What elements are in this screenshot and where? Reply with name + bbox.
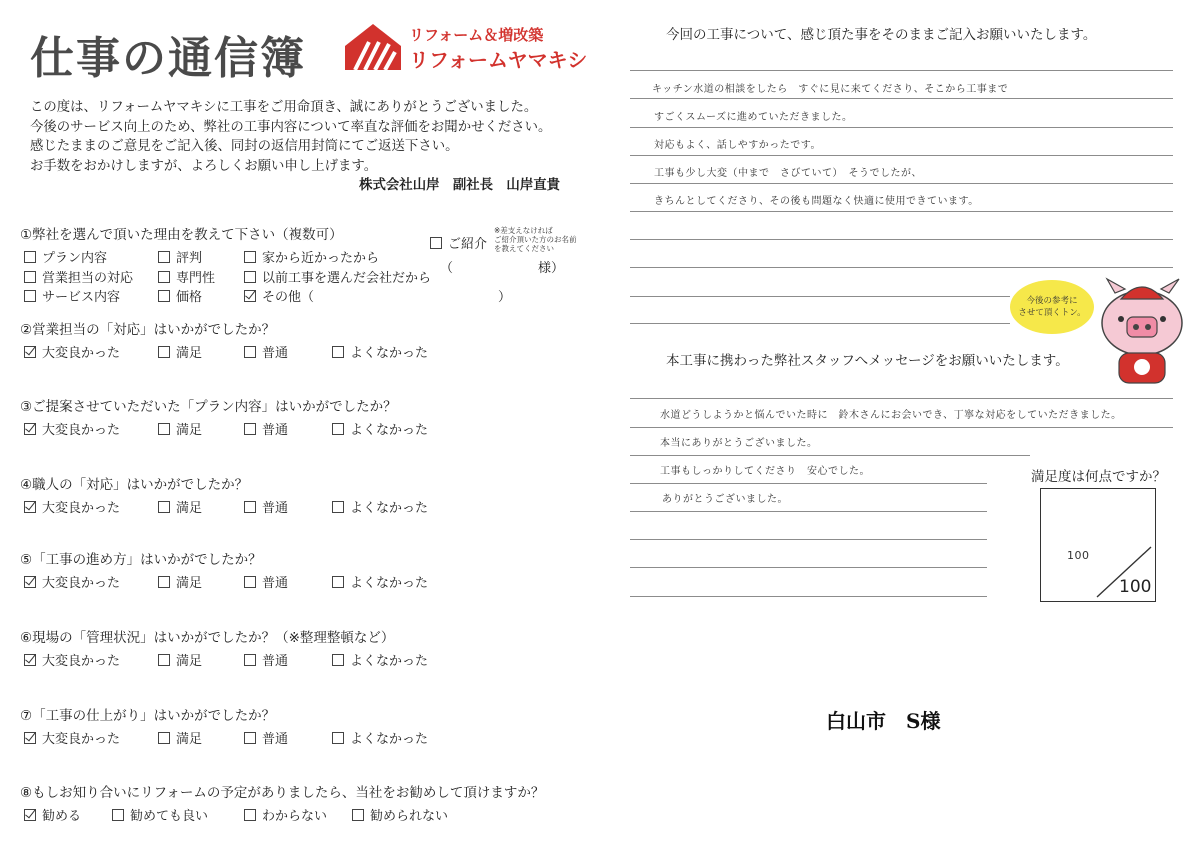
checkbox[interactable]	[158, 732, 170, 744]
impression-line: きちんとしてくださり、その後も問題なく快適に使用できています。	[654, 196, 979, 207]
rating-option[interactable]: 満足	[158, 650, 202, 669]
question-8: ⑧もしお知り合いにリフォームの予定がありましたら、当社をお勧めして頂けますか？	[20, 785, 545, 801]
q8-option[interactable]: 勧める	[24, 805, 81, 824]
checkbox[interactable]	[158, 501, 170, 513]
question-4: ④職人の「対応」はいかがでしたか？	[20, 477, 249, 493]
checkbox[interactable]	[332, 654, 344, 666]
rating-option[interactable]: 普通	[244, 342, 288, 361]
checkbox[interactable]	[332, 423, 344, 435]
rating-option[interactable]: よくなかった	[332, 419, 428, 438]
rating-option[interactable]: 満足	[158, 342, 202, 361]
checkbox[interactable]	[158, 271, 170, 283]
rating-option[interactable]: 満足	[158, 497, 202, 516]
question-6: ⑥現場の「管理状況」はいかがでしたか？（※整理整頓など）	[20, 630, 395, 646]
rating-option[interactable]: よくなかった	[332, 497, 428, 516]
intro-line: 今後のサービス向上のため、弊社の工事内容について率直な評価をお聞かせください。	[30, 119, 552, 135]
checkbox[interactable]	[158, 251, 170, 263]
q8-option[interactable]: 勧められない	[352, 805, 448, 824]
rating-option[interactable]: 大変良かった	[24, 728, 120, 747]
question-3: ③ご提案させていただいた「プラン内容」はいかがでしたか？	[20, 399, 397, 415]
question-2: ②営業担当の「対応」はいかがでしたか？	[20, 322, 276, 338]
staff-message-line: 工事もしっかりしてくださり 安心でした。	[660, 466, 870, 477]
impression-line: キッチン水道の相談をしたら すぐに見に来てくださり、そこから工事まで	[652, 84, 1009, 95]
staff-message-heading: 本工事に携わった弊社スタッフへメッセージをお願いいたします。	[666, 353, 1069, 369]
signature: 株式会社山岸 副社長 山岸直貴	[359, 178, 560, 193]
referral-suffix: 様）	[538, 261, 565, 276]
rating-option[interactable]: 満足	[158, 419, 202, 438]
rating-option[interactable]: よくなかった	[332, 650, 428, 669]
q8-option[interactable]: 勧めても良い	[112, 805, 208, 824]
checkbox[interactable]	[158, 290, 170, 302]
checkbox-checked[interactable]	[244, 290, 256, 302]
staff-message-line: 水道どうしようかと悩んでいた時に 鈴木さんにお会いでき、丁寧な対応をしていただきました。	[660, 410, 1122, 421]
q1-option[interactable]: プラン内容	[24, 247, 107, 266]
rating-option[interactable]: 大変良かった	[24, 650, 120, 669]
question-7: ⑦「工事の仕上がり」はいかがでしたか？	[20, 708, 276, 724]
q1-option-other[interactable]: その他（	[244, 286, 314, 305]
referral-open-paren: （	[440, 261, 454, 276]
intro-line: この度は、リフォームヤマキシに工事をご用命頂き、誠にありがとうございました。	[30, 100, 538, 115]
rating-option[interactable]: 満足	[158, 728, 202, 747]
q1-option[interactable]: 家から近かったから	[244, 247, 379, 266]
referral-note: ※差支えなければ ご紹介頂いた方のお名前 を教えてください	[494, 226, 577, 253]
checkbox[interactable]	[158, 654, 170, 666]
checkbox[interactable]	[244, 809, 256, 821]
house-roof-icon	[343, 20, 403, 72]
intro-line: 感じたままのご意見をご記入後、同封の返信用封筒にてご返送下さい。	[30, 139, 459, 154]
referral-option[interactable]: ご紹介	[430, 233, 487, 252]
rating-option[interactable]: 大変良かった	[24, 419, 120, 438]
company-logo	[343, 20, 588, 72]
mascot-speech-bubble: 今後の参考に させて頂くトン。	[1010, 280, 1094, 334]
satisfaction-score-box	[1040, 488, 1156, 602]
impression-line: すごくスムーズに進めていただきました。	[654, 112, 853, 123]
checkbox[interactable]	[158, 576, 170, 588]
rating-option[interactable]: 普通	[244, 728, 288, 747]
checkbox-checked[interactable]	[24, 501, 36, 513]
satisfaction-score: 100	[1067, 549, 1090, 562]
customer-name: 白山市 S様	[826, 709, 941, 733]
impressions-heading: 今回の工事について、感じ頂た事をそのままご記入お願いいたします。	[666, 27, 1097, 43]
rating-option[interactable]: よくなかった	[332, 342, 428, 361]
intro-line: お手数をおかけしますが、よろしくお願い申し上げます。	[30, 158, 378, 174]
checkbox-checked[interactable]	[24, 346, 36, 358]
checkbox[interactable]	[244, 346, 256, 358]
rating-option[interactable]: 大変良かった	[24, 342, 120, 361]
checkbox[interactable]	[244, 501, 256, 513]
staff-message-line: 本当にありがとうございました。	[660, 438, 818, 449]
checkbox[interactable]	[158, 423, 170, 435]
rating-option[interactable]: 大変良かった	[24, 497, 120, 516]
q1-option[interactable]: 評判	[158, 247, 202, 266]
checkbox-checked[interactable]	[24, 576, 36, 588]
checkbox[interactable]	[244, 251, 256, 263]
checkbox-checked[interactable]	[24, 654, 36, 666]
q1-option[interactable]: サービス内容	[24, 286, 120, 305]
intro-text	[30, 98, 570, 193]
satisfaction-label: 満足度は何点ですか？	[1031, 469, 1166, 485]
checkbox[interactable]	[352, 809, 364, 821]
checkbox[interactable]	[158, 346, 170, 358]
checkbox-checked[interactable]	[24, 732, 36, 744]
rating-option[interactable]: よくなかった	[332, 728, 428, 747]
rating-option[interactable]: 普通	[244, 419, 288, 438]
checkbox[interactable]	[244, 271, 256, 283]
checkbox[interactable]	[244, 732, 256, 744]
staff-message-line: ありがとうございました。	[662, 494, 788, 505]
q1-option[interactable]: 専門性	[158, 267, 215, 286]
question-1: ①弊社を選んで頂いた理由を教えて下さい（複数可）	[20, 227, 343, 243]
checkbox[interactable]	[24, 271, 36, 283]
rating-option[interactable]: 満足	[158, 572, 202, 591]
other-close-paren: ）	[498, 290, 512, 305]
logo-subtitle: リフォーム＆増改築	[409, 26, 544, 44]
q1-option[interactable]: 営業担当の対応	[24, 267, 133, 286]
checkbox[interactable]	[430, 237, 442, 249]
checkbox-checked[interactable]	[24, 809, 36, 821]
checkbox[interactable]	[244, 423, 256, 435]
rating-option[interactable]: よくなかった	[332, 572, 428, 591]
checkbox[interactable]	[24, 290, 36, 302]
satisfaction-max: 100	[1119, 577, 1152, 597]
checkbox[interactable]	[244, 576, 256, 588]
q1-option[interactable]: 以前工事を選んだ会社だから	[244, 267, 431, 286]
rating-option[interactable]: 普通	[244, 497, 288, 516]
logo-name: リフォームヤマキシ	[409, 48, 588, 72]
page-title: 仕事の通信簿	[30, 33, 306, 84]
checkbox[interactable]	[332, 576, 344, 588]
checkbox[interactable]	[112, 809, 124, 821]
checkbox-checked[interactable]	[24, 423, 36, 435]
rating-option[interactable]: 普通	[244, 572, 288, 591]
rating-option[interactable]: 普通	[244, 650, 288, 669]
checkbox[interactable]	[332, 501, 344, 513]
question-5: ⑤「工事の進め方」はいかがでしたか？	[20, 552, 262, 568]
checkbox[interactable]	[244, 654, 256, 666]
checkbox[interactable]	[332, 732, 344, 744]
rating-option[interactable]: 大変良かった	[24, 572, 120, 591]
checkbox[interactable]	[24, 251, 36, 263]
checkbox[interactable]	[332, 346, 344, 358]
impression-line: 対応もよく、話しやすかったです。	[654, 140, 821, 151]
q1-option[interactable]: 価格	[158, 286, 202, 305]
pig-mascot-icon	[1095, 275, 1190, 390]
q8-option[interactable]: わからない	[244, 805, 327, 824]
impression-line: 工事も少し大変（中まで さびていて） そうでしたが、	[654, 168, 922, 179]
